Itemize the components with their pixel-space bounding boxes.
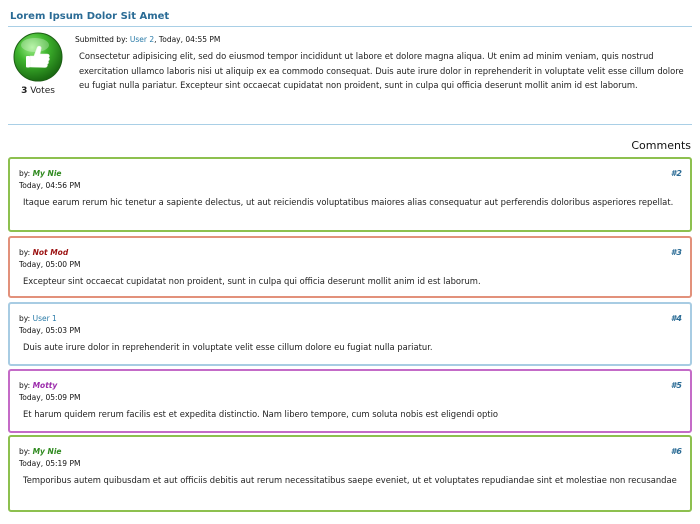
vote-count-number: 3 [21, 86, 28, 96]
comment-time: Today, 05:00 PM [19, 260, 81, 269]
comment-byline [19, 314, 57, 323]
comment-time: Today, 05:19 PM [19, 459, 81, 468]
by-label: by: [19, 248, 31, 257]
comment-author[interactable]: My Nie [32, 447, 62, 456]
thumbs-up-vote-icon[interactable] [13, 32, 63, 82]
comments-heading: Comments [631, 139, 691, 152]
comment-text: Excepteur sint occaecat cupidatat non proident, sunt in culpa qui officia deserunt mollit anim id est laborum. [23, 276, 481, 286]
vote-count-label: Votes [30, 86, 55, 96]
comment-text: Temporibus autem quibusdam et aut officiis debitis aut rerum necessitatibus saepe eveniet, ut et voluptates repudiandae sint et molestiae non recusandae [23, 475, 677, 485]
comment-text: Duis aute irure dolor in reprehenderit in voluptate velit esse cillum dolore eu fugiat nulla pariatur. [23, 342, 433, 352]
divider [8, 26, 692, 27]
thumbs-up-icon [13, 32, 63, 82]
submitted-label: Submitted by: [75, 35, 128, 44]
comment [8, 157, 692, 232]
comment-text: Et harum quidem rerum facilis est et expedita distinctio. Nam libero tempore, cum soluta nobis est eligendi optio [23, 409, 499, 419]
by-label: by: [19, 447, 31, 456]
comment-byline [19, 169, 61, 178]
comment-permalink[interactable]: #3 [670, 248, 682, 257]
comment [8, 369, 692, 433]
comment-time: Today, 05:09 PM [19, 393, 81, 402]
comment-author[interactable]: Motty [32, 381, 58, 390]
submitter-link[interactable]: User 2 [129, 35, 155, 44]
comment-permalink[interactable]: #4 [670, 314, 682, 323]
comment-permalink[interactable]: #2 [670, 169, 682, 178]
comment [8, 435, 692, 512]
comment-text: Itaque earum rerum hic tenetur a sapiente delectus, ut aut reiciendis voluptatibus maiores alias consequatur aut perferendis doloribus asperiores repellat. [23, 197, 674, 207]
story-body: Consectetur adipisicing elit, sed do eiusmod tempor incididunt ut labore et dolore magna aliqua. Ut enim ad minim veniam, quis nostrud exercitation ullamco laboris nisi ut aliquip ex ea commodo consequat. Duis aute irure dolor in reprehenderit in voluptate velit esse cillum dolore eu fugiat nulla pariatur. Excepteur sint occaecat cupidatat non proident, sunt in culpa qui officia deserunt mollit anim id est laborum. [79, 51, 684, 91]
story-title[interactable]: Lorem Ipsum Dolor Sit Amet [10, 11, 170, 22]
divider [8, 124, 692, 125]
comment [8, 302, 692, 366]
comment-byline [19, 248, 68, 257]
comment-author[interactable]: My Nie [32, 169, 62, 178]
comment-time: Today, 04:56 PM [19, 181, 81, 190]
vote-count [10, 86, 66, 96]
comment-permalink[interactable]: #6 [670, 447, 682, 456]
comment [8, 236, 692, 298]
comment-author[interactable]: User 1 [32, 314, 57, 323]
comment-author[interactable]: Not Mod [32, 248, 69, 257]
by-label: by: [19, 381, 31, 390]
comment-byline [19, 447, 61, 456]
by-label: by: [19, 314, 31, 323]
submitted-time: , Today, 04:55 PM [154, 35, 221, 44]
comment-time: Today, 05:03 PM [19, 326, 81, 335]
submitted-info [75, 35, 220, 44]
comment-permalink[interactable]: #5 [670, 381, 682, 390]
by-label: by: [19, 169, 31, 178]
comment-byline [19, 381, 57, 390]
